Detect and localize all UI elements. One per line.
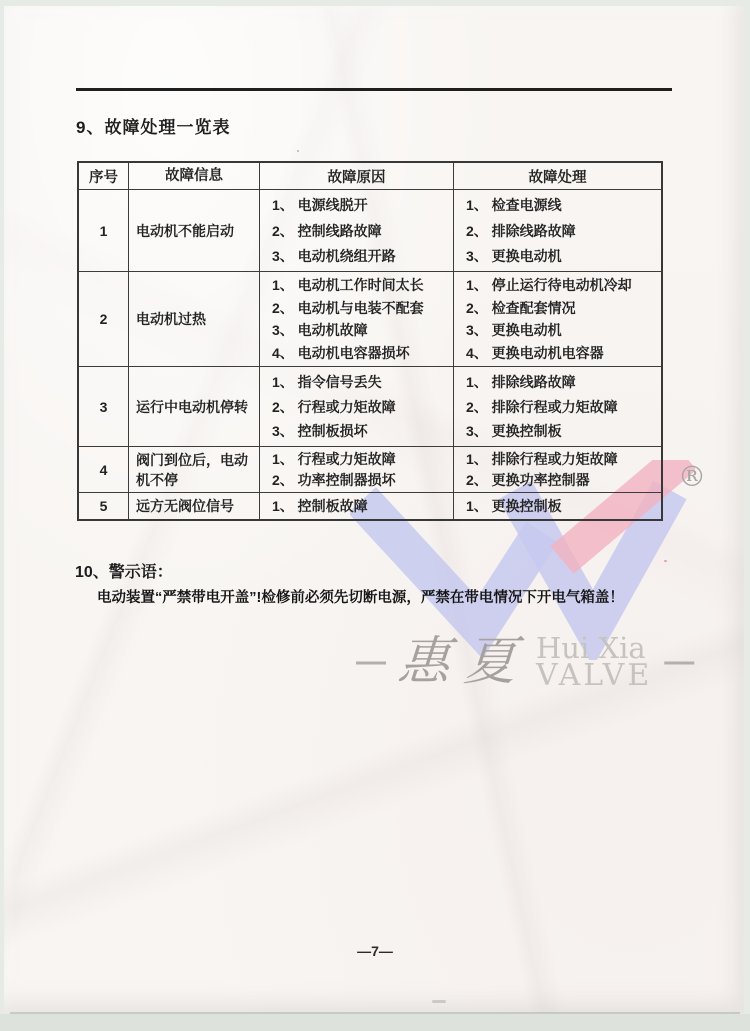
fault-info: 远方无阀位信号 xyxy=(129,493,260,519)
cause-line: 1、 控制板故障 xyxy=(272,498,368,514)
brand-name-chinese: 惠夏 xyxy=(395,632,533,692)
table-header-row xyxy=(79,163,661,190)
remedy-line: 1、 停止运行待电动机冷却 xyxy=(466,276,632,293)
cause-line: 2、 电动机与电装不配套 xyxy=(272,299,424,316)
cause-line: 4、 电动机电容器损坏 xyxy=(272,345,410,362)
top-rule-line xyxy=(76,88,672,91)
table-row xyxy=(79,447,661,493)
row-no: 3 xyxy=(79,367,129,446)
fault-table xyxy=(77,161,663,521)
header-cell-no: 序号 xyxy=(79,163,129,189)
warning-text: 电动装置“严禁带电开盖”!检修前必须先切断电源，严禁在带电情况下开电气箱盖！ xyxy=(97,590,624,606)
brand-dash-left: — xyxy=(356,645,386,678)
remedy-line: 2、 排除线路故障 xyxy=(466,222,576,239)
scan-smudge xyxy=(432,1000,446,1003)
remedy-line: 1、 检查电源线 xyxy=(466,197,562,214)
row-no: 1 xyxy=(79,190,129,271)
cause-line: 3、 控制板损坏 xyxy=(272,423,368,440)
scan-speck xyxy=(664,560,667,562)
remedy-line: 4、 更换电动机电容器 xyxy=(466,345,604,362)
remedy-list xyxy=(454,272,661,366)
section10-title: 10、警示语： xyxy=(75,564,173,581)
remedy-list xyxy=(454,190,661,271)
table-row xyxy=(79,493,661,519)
remedy-line: 1、 排除行程或力矩故障 xyxy=(466,450,618,467)
section9-title: 9、故障处理一览表 xyxy=(76,118,231,137)
header-cell-fix: 故障处理 xyxy=(528,169,587,186)
cause-line: 2、 功率控制器损坏 xyxy=(272,472,396,489)
fault-info: 电动机过热 xyxy=(129,272,260,366)
cause-line: 2、 控制线路故障 xyxy=(272,222,382,239)
brand-en-line2: VALVE xyxy=(536,657,653,693)
row-no: 2 xyxy=(79,272,129,366)
cause-line: 1、 指令信号丢失 xyxy=(272,373,382,390)
cause-list xyxy=(260,190,453,271)
page-number: —7— xyxy=(357,943,393,959)
remedy-line: 2、 更换功率控制器 xyxy=(466,472,590,489)
table-row xyxy=(79,272,661,367)
table-row xyxy=(79,367,661,447)
remedy-line: 1、 更换控制板 xyxy=(466,498,562,514)
row-no: 5 xyxy=(79,493,129,519)
cause-list xyxy=(260,447,453,492)
remedy-line: 3、 更换控制板 xyxy=(466,423,562,440)
fault-info: 阀门到位后，电动机不停 xyxy=(129,447,260,492)
brand-dash-right: — xyxy=(664,645,695,678)
remedy-line: 2、 排除行程或力矩故障 xyxy=(466,398,618,415)
cause-line: 1、 行程或力矩故障 xyxy=(272,450,396,467)
cause-line: 1、 电动机工作时间太长 xyxy=(272,276,424,293)
remedy-line: 3、 更换电动机 xyxy=(466,247,562,264)
cause-list xyxy=(260,272,453,366)
fault-info: 电动机不能启动 xyxy=(129,190,260,271)
cause-line: 2、 行程或力矩故障 xyxy=(272,398,396,415)
table-row xyxy=(79,190,661,272)
cause-list xyxy=(260,493,453,519)
header-cell-info: 故障信息 xyxy=(129,163,260,189)
remedy-line: 1、 排除线路故障 xyxy=(466,373,576,390)
remedy-line: 3、 更换电动机 xyxy=(466,322,562,339)
remedy-list xyxy=(454,493,661,519)
cause-line: 1、 电源线脱开 xyxy=(272,197,368,214)
registered-trademark-icon: ® xyxy=(678,460,706,493)
cause-line: 3、 电动机故障 xyxy=(272,322,368,339)
remedy-list xyxy=(454,367,661,446)
remedy-line: 2、 检查配套情况 xyxy=(466,299,576,316)
brand-en-line1: Hui Xia xyxy=(536,630,646,665)
cause-line: 3、 电动机绕组开路 xyxy=(272,247,396,264)
scan-speck xyxy=(297,150,299,152)
remedy-list xyxy=(454,447,661,492)
header-cell-cause: 故障原因 xyxy=(260,163,454,189)
brand-watermark xyxy=(356,624,694,700)
scanner-background-strip xyxy=(0,1014,750,1031)
fault-info: 运行中电动机停转 xyxy=(129,367,260,446)
cause-list xyxy=(260,367,453,446)
brand-name-english xyxy=(536,630,653,693)
row-no: 4 xyxy=(79,447,129,492)
